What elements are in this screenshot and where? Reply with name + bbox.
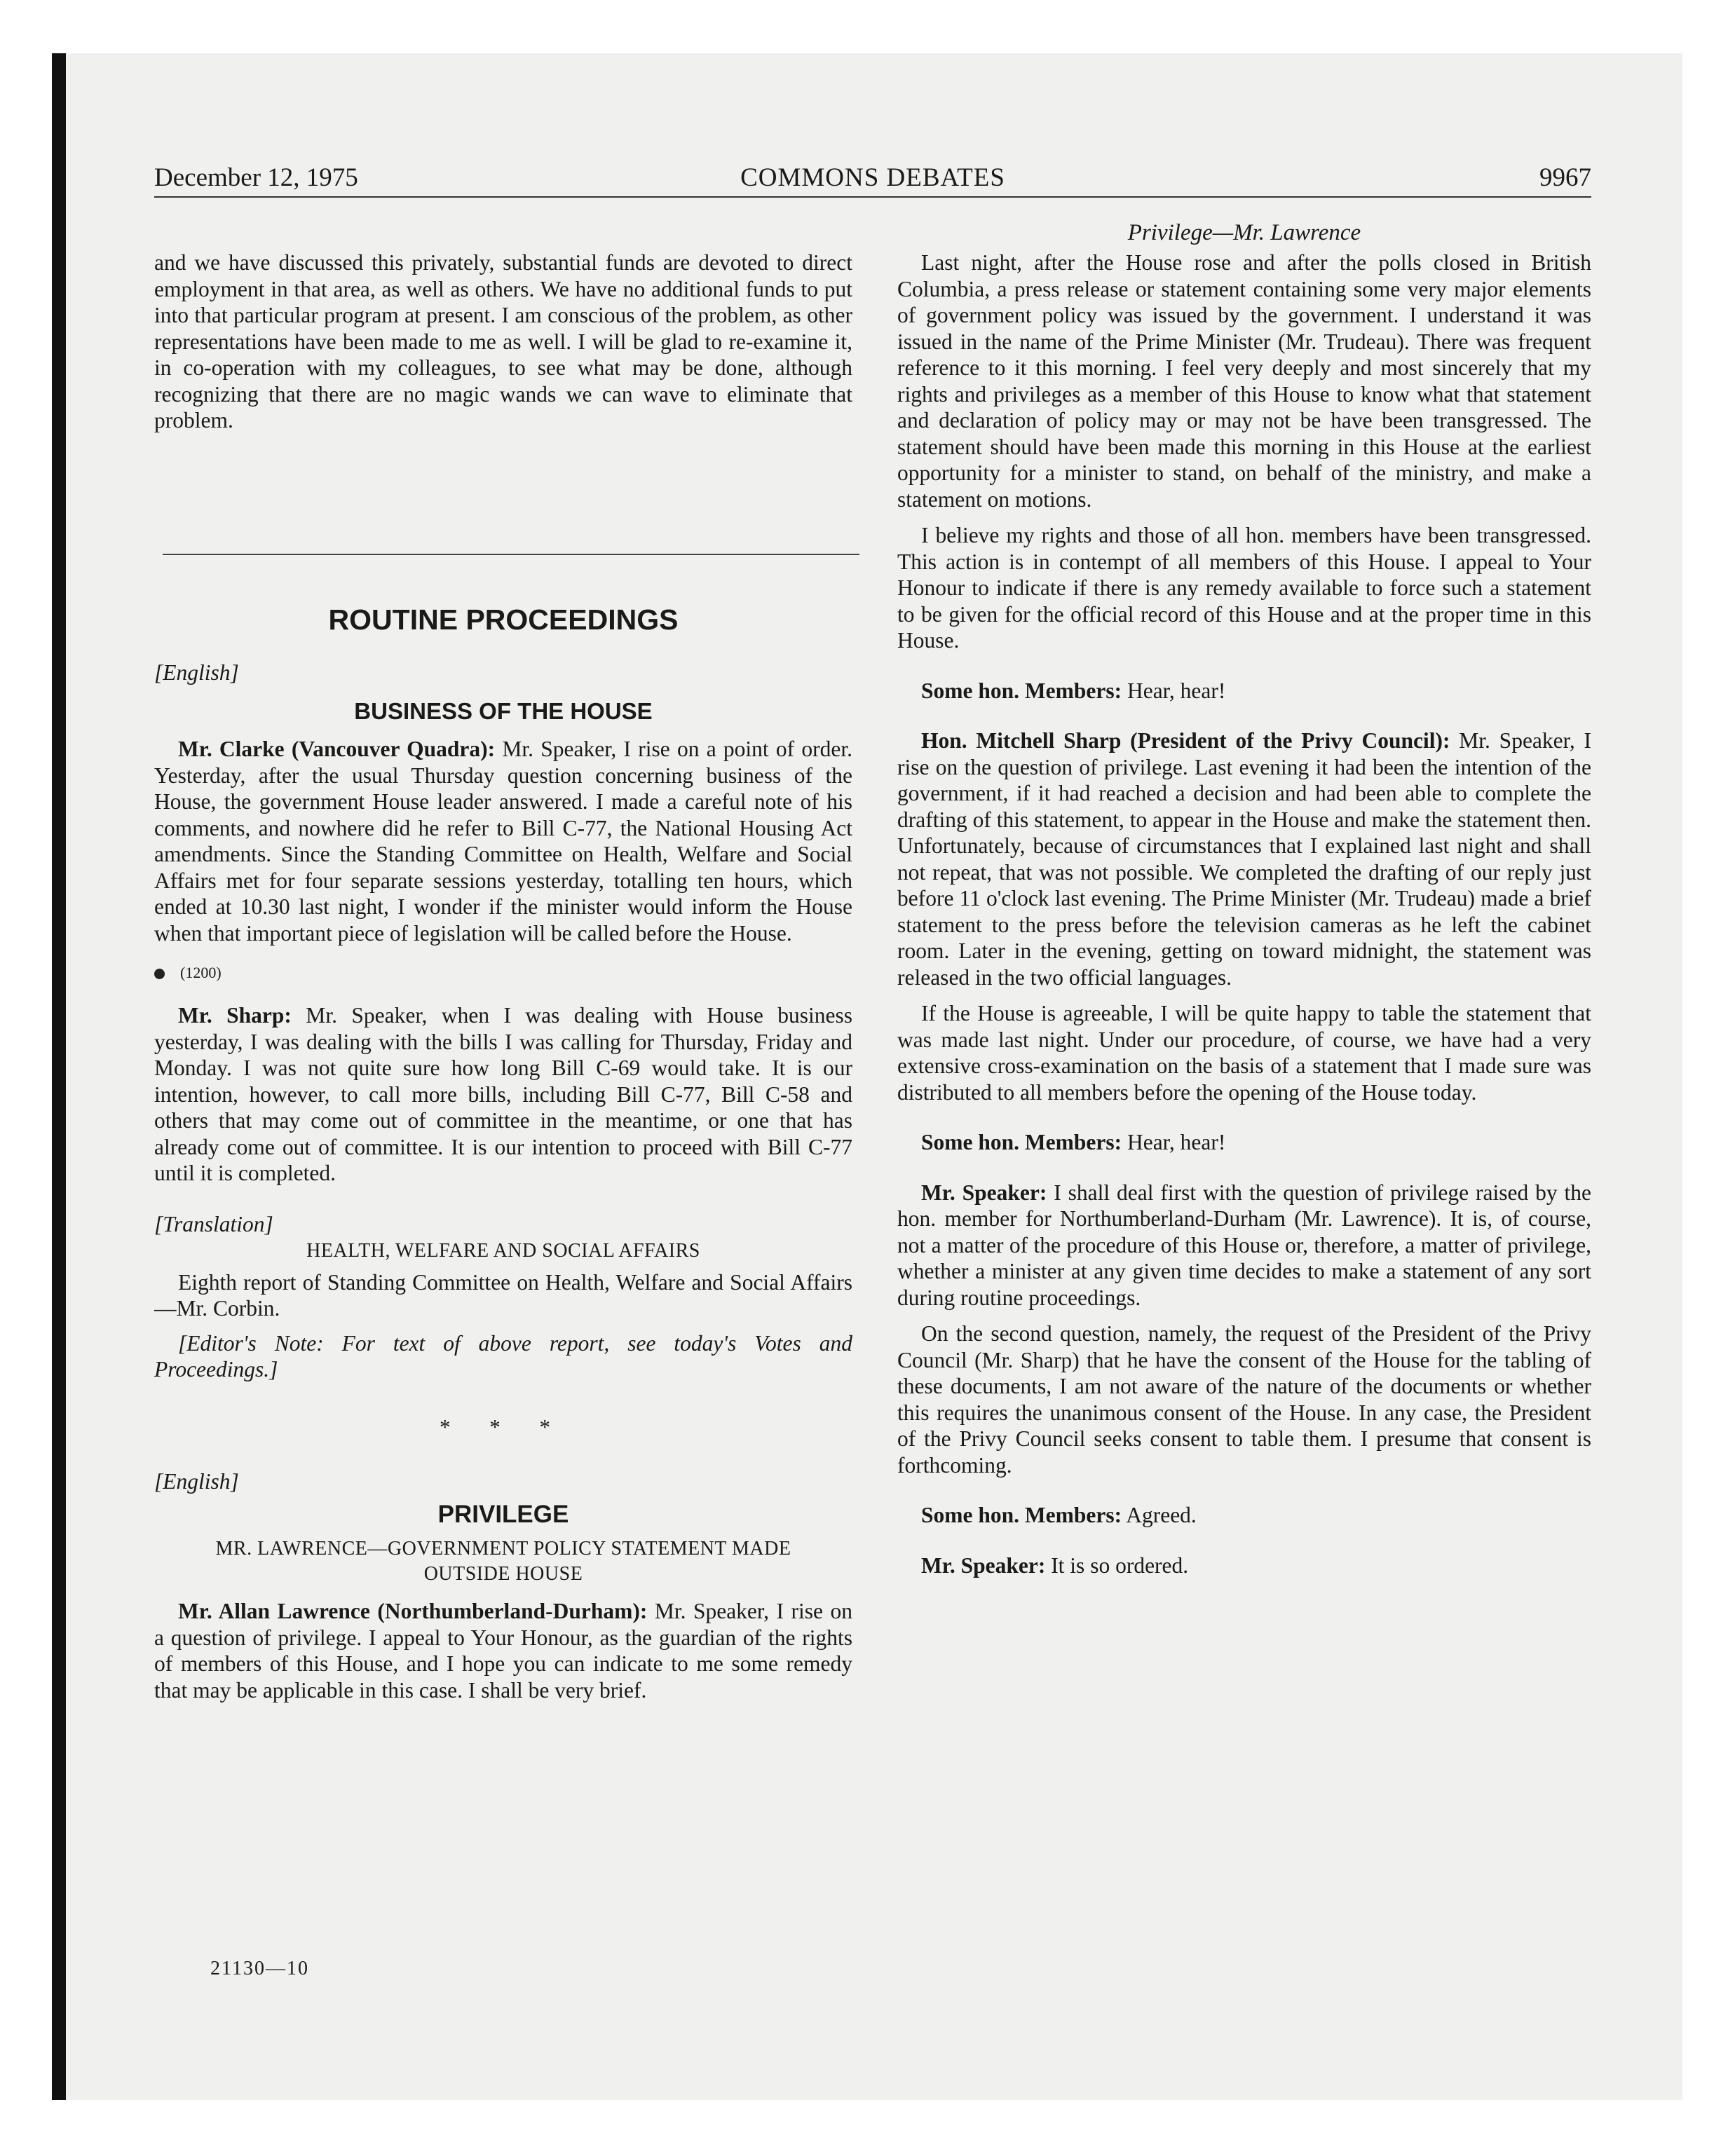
members-text-3: Agreed. (1122, 1503, 1197, 1527)
members-speaker-3: Some hon. Members: (921, 1503, 1122, 1527)
subsection-business-of-the-house: BUSINESS OF THE HOUSE (354, 698, 653, 724)
members-speaker-1: Some hon. Members: (921, 678, 1122, 703)
clarke-speaker-name: Mr. Clarke (Vancouver Quadra): (178, 737, 496, 761)
left-column-body (154, 659, 852, 1703)
mitchell-sharp-paragraph (897, 728, 1591, 990)
lawrence-text: Mr. Speaker, I rise on a question of privilege. I appeal to Your Honour, as the guardian of the rights of members of this House, and I hope you can indicate to me some remedy that may be applicable in this case. I shall be very brief. (154, 1599, 852, 1703)
page-header (154, 160, 1591, 196)
print-code: 21130—10 (210, 1958, 309, 1979)
clarke-paragraph (154, 736, 852, 946)
right-column-body (897, 250, 1591, 1578)
privilege-title: PRIVILEGE (437, 1501, 569, 1528)
bullet-icon (154, 969, 165, 979)
privilege-subtitle: MR. LAWRENCE—GOVERNMENT POLICY STATEMENT MADE OUTSIDE HOUSE (215, 1538, 791, 1585)
section-divider (163, 554, 859, 555)
running-head: Privilege—Mr. Lawrence (1127, 220, 1361, 245)
time-marker (154, 960, 852, 985)
header-publication: COMMONS DEBATES (740, 163, 1005, 192)
speaker-ruling-text: I shall deal first with the question of privilege raised by the hon. member for Northumberland-Durham (Mr. Lawrence). It is, of course, not a matter of the procedure of this House or, therefore, a matter of privilege, whether a minister at any given time decides to make a statement of any sort during routine proceedings. (897, 1180, 1591, 1310)
speaker-order-paragraph (897, 1553, 1591, 1579)
left-column-intro (154, 250, 852, 434)
lawrence-second-paragraph: I believe my rights and those of all hon. members have been transgressed. This action is in contempt of all members of this House. I appeal to Your Honour to indicate if there is any remedy available to force such a statement to be given for the official record of this House and at the proper time in this House. (897, 523, 1591, 653)
speaker-order-text: It is so ordered. (1045, 1553, 1189, 1578)
committee-report: Eighth report of Standing Committee on Health, Welfare and Social Affairs—Mr. Corbin. (154, 1269, 852, 1321)
time-marker-label: (1200) (180, 964, 222, 981)
members-response-3 (897, 1502, 1591, 1529)
intro-paragraph: and we have discussed this privately, substantial funds are devoted to direct employment in that area, as well as others. We have no additional funds to put into that particular program at present. I am conscious of the problem, as other representations have been made to me as well. I will be glad to re-examine it, in co-operation with my colleagues, to see what may be done, although recognizing that there are no magic wands we can wave to eliminate that problem. (154, 250, 852, 432)
members-response-2 (897, 1129, 1591, 1156)
members-text-1: Hear, hear! (1122, 678, 1226, 703)
lawrence-continued-paragraph: Last night, after the House rose and after the polls closed in British Columbia, a press release or statement containing some very major elements of government policy was issued by the government. I understand it was issued in the name of the Prime Minister (Mr. Trudeau). There was frequent reference to it this morning. I feel very deeply and most sincerely that my rights and privileges as a member of this House to know what that statement and declaration of policy may or may not be have been transgressed. The statement should have been made this morning in this House at the earliest opportunity for a minister to stand, on behalf of the ministry, and make a statement on motions. (897, 250, 1591, 512)
scan-edge-bar (52, 53, 66, 2100)
members-text-2: Hear, hear! (1122, 1130, 1226, 1154)
mitchell-sharp-text: Mr. Speaker, I rise on the question of privilege. Last evening it had been the intention of the government, if it had reached a decision and had been able to complete the drafting of this statement, to appear in the House and make the statement then. Unfortunately, because of circumstances that I explained last night and shall not repeat, that was not possible. We completed the drafting of our reply just before 11 o'clock last evening. The Prime Minister (Mr. Trudeau) made a brief statement to the press before the television cameras as he left the cabinet room. Later in the evening, getting on toward midnight, the statement was released in the two official languages. (897, 728, 1591, 990)
members-response-1 (897, 678, 1591, 704)
sharp-paragraph (154, 1002, 852, 1187)
sharp-table-paragraph: If the House is agreeable, I will be quite happy to table the statement that was made last night. Under our procedure, of course, we have had a very extensive cross-examination on the basis of a statement that I made sure was distributed to all members before the opening of the House today. (897, 1001, 1591, 1105)
sharp-text: Mr. Speaker, when I was dealing with House business yesterday, I was dealing with the bills I was calling for Thursday, Friday and Monday. I was not quite sure how long Bill C-69 would take. It is our intention, however, to call more bills, including Bill C-77, Bill C-58 and others that may come out of committee in the meantime, or one that has already come out of committee. It is our intention to proceed with Bill C-77 until it is completed. (154, 1003, 852, 1185)
speaker-ruling-paragraph (897, 1180, 1591, 1311)
mitchell-sharp-speaker-name: Hon. Mitchell Sharp (President of the Privy Council): (921, 728, 1450, 753)
lawrence-paragraph (154, 1598, 852, 1703)
speaker-name-2: Mr. Speaker: (921, 1553, 1046, 1578)
header-page-number: 9967 (1539, 163, 1591, 192)
header-rule (154, 196, 1591, 198)
members-speaker-2: Some hon. Members: (921, 1130, 1122, 1154)
header-date: December 12, 1975 (154, 163, 358, 192)
committee-heading: HEALTH, WELFARE AND SOCIAL AFFAIRS (306, 1239, 700, 1262)
lawrence-speaker-name: Mr. Allan Lawrence (Northumberland-Durham): (178, 1599, 648, 1623)
clarke-text: Mr. Speaker, I rise on a point of order. Yesterday, after the usual Thursday question concerning business of the House, the government House leader answered. I made a careful note of his comments, and nowhere did he refer to Bill C-77, the National Housing Act amendments. Since the Standing Committee on Health, Welfare and Social Affairs met for four separate sessions yesterday, totalling ten hours, which ended at 10.30 last night, I wonder if the minister would inform the House when that important piece of legislation will be called before the House. (154, 737, 852, 946)
section-title: ROUTINE PROCEEDINGS (328, 603, 679, 636)
language-tag-english-2: [English] (154, 1469, 239, 1494)
speaker-name-1: Mr. Speaker: (921, 1180, 1047, 1205)
sharp-speaker-name: Mr. Sharp: (178, 1003, 292, 1028)
language-tag-translation: [Translation] (154, 1211, 273, 1236)
editors-note: [Editor's Note: For text of above report, see today's Votes and Proceedings.] (154, 1330, 852, 1381)
language-tag-english: [English] (154, 660, 239, 685)
speaker-second-paragraph: On the second question, namely, the request of the President of the Privy Council (Mr. Sharp) that he have the consent of the House for the tabling of these documents, I am not aware of the nature of the documents or whether this requires the unanimous consent of the House. In any case, the President of the Privy Council seeks consent to table them. I presume that consent is forthcoming. (897, 1321, 1591, 1478)
section-stars: * * * (440, 1414, 567, 1439)
